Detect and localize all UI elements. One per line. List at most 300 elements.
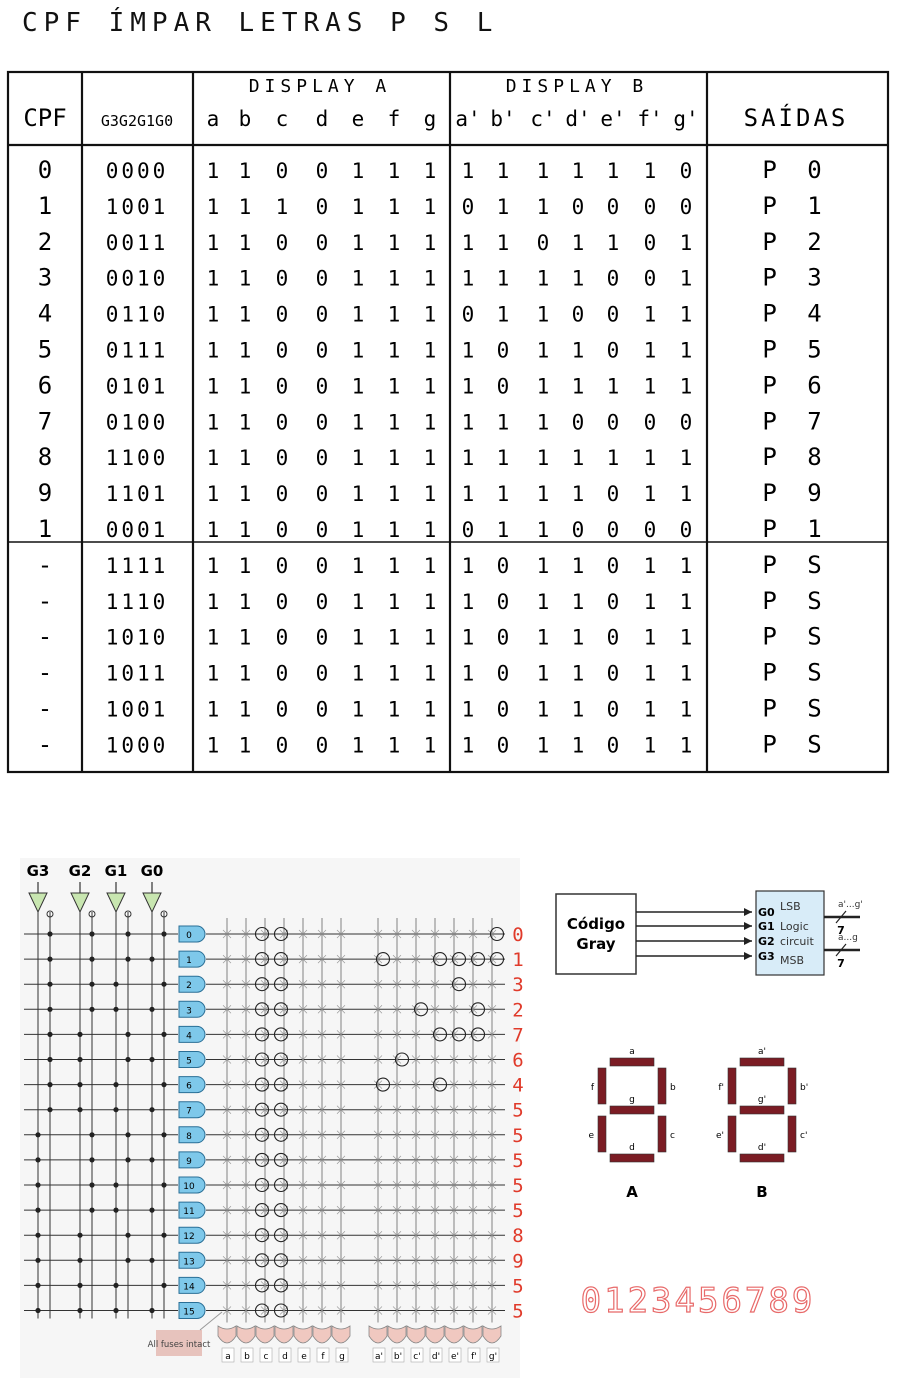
pin-note: circuit [780, 935, 814, 948]
decoded-digit: 5 [512, 1200, 524, 1223]
output-label: f [321, 1352, 325, 1362]
segment-cell: 1 [423, 446, 437, 471]
segment-cell: 1 [351, 697, 365, 722]
segment-cell: 1 [643, 159, 657, 183]
decoded-digit: 3 [512, 974, 524, 997]
fuse-note: All fuses intact [147, 1340, 211, 1350]
segment-cell: 1 [571, 733, 585, 758]
segment-cell: 1 [351, 374, 365, 399]
segment-cell: 1 [496, 482, 510, 507]
segment-cell: 1 [643, 625, 657, 650]
segment-cell: 1 [679, 374, 693, 399]
product-term-label: 7 [186, 1106, 192, 1117]
cpf-cell: - [37, 658, 53, 687]
segment-cell: 0 [606, 302, 620, 327]
segment-cell: 0 [315, 733, 329, 758]
gray-code-cell: 0011 [105, 230, 169, 255]
segment-cell: 0 [496, 661, 510, 686]
segment-cell: 1 [206, 697, 220, 722]
input-label-g3: G3 [26, 862, 50, 880]
segment-cell: 1 [387, 266, 401, 291]
bus-width: 7 [837, 924, 845, 937]
cpf-cell: 8 [37, 443, 53, 472]
column-header: g [423, 107, 437, 131]
output-cell: P 1 [762, 515, 830, 543]
segment-cell: 1 [606, 446, 620, 471]
segment-cell: 1 [461, 159, 475, 183]
input-label-g0: G0 [140, 862, 164, 880]
segment-cell: 1 [536, 625, 550, 650]
decoded-digit: 5 [512, 1275, 524, 1298]
segment-cell: 1 [387, 194, 401, 219]
segment-cell: 0 [643, 410, 657, 435]
segment-cell: 1 [351, 661, 365, 686]
segment-cell: 0 [496, 338, 510, 363]
gray-code-cell: 1010 [105, 625, 169, 650]
segment-cell: 1 [679, 661, 693, 686]
product-term-label: 3 [186, 1006, 192, 1017]
segment-cell: 1 [496, 159, 510, 183]
segment-cell: 0 [606, 697, 620, 722]
segment-cell: 1 [496, 410, 510, 435]
segment-cell: 1 [387, 518, 401, 542]
output-label: b' [393, 1352, 403, 1362]
output-label: d [282, 1352, 288, 1362]
segment-cell: 1 [461, 482, 475, 507]
segment-cell: 1 [536, 159, 550, 183]
segment-cell: 1 [423, 553, 437, 578]
product-term-label: 14 [183, 1282, 195, 1293]
segment-cell: 0 [643, 518, 657, 542]
segment-cell: 1 [423, 733, 437, 758]
segment-cell: 1 [387, 697, 401, 722]
cpf-cell: - [37, 730, 53, 759]
segment-cell: 1 [387, 553, 401, 578]
segment-cell: 1 [351, 266, 365, 291]
segment-cell: 0 [315, 230, 329, 255]
cpf-cell: 0 [37, 156, 53, 184]
segment-label: e' [715, 1131, 724, 1141]
segment-cell: 1 [423, 230, 437, 255]
segment-cell: 1 [206, 661, 220, 686]
segment-cell: 1 [536, 661, 550, 686]
segment-cell: 1 [643, 482, 657, 507]
segment-cell: 0 [315, 518, 329, 542]
segment-cell: 1 [571, 266, 585, 291]
segment-cell: 1 [571, 625, 585, 650]
segment-cell: 0 [679, 410, 693, 435]
segment-cell: 1 [206, 410, 220, 435]
segment-cell: 0 [679, 194, 693, 219]
segment-cell: 1 [206, 194, 220, 219]
segment-cell: 1 [679, 338, 693, 363]
cpf-cell: 7 [37, 407, 53, 436]
decoded-digit: 0 [512, 924, 524, 946]
segment-cell: 1 [238, 589, 252, 614]
segment-cell: 1 [351, 625, 365, 650]
segment-cell: 0 [315, 266, 329, 291]
gray-code-cell: 1101 [105, 482, 169, 507]
segment-label: e [588, 1131, 594, 1141]
segment-cell: 1 [351, 553, 365, 578]
gray-code-cell: 1001 [105, 194, 169, 219]
segment-cell: 1 [536, 446, 550, 471]
segment-cell: 1 [206, 302, 220, 327]
segment-label: f' [718, 1083, 724, 1093]
segment-cell: 1 [423, 410, 437, 435]
segment-cell: 1 [275, 194, 289, 219]
segment-cell: 0 [606, 733, 620, 758]
segment-cell: 1 [643, 446, 657, 471]
segment-cell: 0 [679, 518, 693, 542]
segment-cell: 1 [351, 302, 365, 327]
segment-cell: 1 [238, 159, 252, 183]
display-label: B [756, 1183, 768, 1201]
segment-cell: 0 [315, 625, 329, 650]
segment-cell: 1 [679, 230, 693, 255]
segment-cell: 0 [315, 302, 329, 327]
segment-cell: 1 [643, 338, 657, 363]
segment-cell: 1 [351, 338, 365, 363]
segment-cell: 1 [387, 302, 401, 327]
pin-note: LSB [780, 900, 801, 913]
segment-cell: 0 [571, 410, 585, 435]
segment-cell: 1 [461, 374, 475, 399]
segment-cell: 1 [351, 194, 365, 219]
segment-cell: 1 [351, 446, 365, 471]
segment-cell: 1 [571, 661, 585, 686]
decoded-digit: 7 [512, 1024, 524, 1047]
segment-cell: 0 [679, 159, 693, 183]
segment-cell: 1 [679, 697, 693, 722]
bus-width: 7 [837, 957, 845, 970]
segment-cell: 1 [423, 266, 437, 291]
segment-cell: 1 [461, 446, 475, 471]
output-cell: P 9 [762, 479, 830, 508]
segment-label: f [590, 1083, 594, 1093]
product-term-label: 5 [186, 1056, 192, 1067]
segment-cell: 1 [206, 625, 220, 650]
segment-cell: 0 [275, 625, 289, 650]
output-label: e [301, 1352, 307, 1362]
output-cell: P 8 [762, 443, 830, 472]
segment-cell: 1 [571, 697, 585, 722]
display-label: A [626, 1183, 638, 1201]
segment-cell: 1 [206, 230, 220, 255]
gray-code-cell: 0010 [105, 266, 169, 291]
column-header: a' [455, 107, 481, 131]
segment-cell: 1 [238, 194, 252, 219]
cpf-cell: 9 [37, 479, 53, 508]
output-cell: P 2 [762, 227, 830, 256]
segment-cell: 0 [536, 230, 550, 255]
segment-cell: 1 [536, 302, 550, 327]
column-header: d' [565, 107, 591, 131]
column-header: b' [490, 107, 516, 131]
segment-cell: 1 [461, 733, 475, 758]
column-header: c [275, 107, 289, 131]
segment-label: a [629, 1047, 635, 1057]
segment-cell: 1 [238, 338, 252, 363]
segment-label: a' [758, 1047, 766, 1057]
segment-cell: 0 [606, 482, 620, 507]
gray-code-cell: 0000 [105, 159, 169, 183]
segment-cell: 1 [387, 446, 401, 471]
segment-cell: 1 [206, 159, 220, 183]
segment-cell: 1 [387, 230, 401, 255]
segment-cell: 1 [423, 625, 437, 650]
output-label: g [339, 1352, 345, 1362]
segment-cell: 0 [606, 194, 620, 219]
segment-cell: 0 [461, 518, 475, 542]
segment-cell: 1 [206, 733, 220, 758]
output-cell: P S [762, 622, 830, 651]
input-label-g2: G2 [68, 862, 92, 880]
segment-cell: 1 [536, 553, 550, 578]
segment-cell: 0 [496, 697, 510, 722]
output-cell: P S [762, 586, 830, 615]
output-cell: P 6 [762, 371, 830, 400]
cpf-cell: 5 [37, 335, 53, 364]
segment-cell: 1 [423, 661, 437, 686]
output-cell: P 4 [762, 299, 830, 328]
cpf-cell: - [37, 622, 53, 651]
segment-cell: 1 [238, 518, 252, 542]
segment-cell: 0 [643, 230, 657, 255]
pin-note: Logic [780, 920, 809, 933]
segment-cell: 1 [571, 230, 585, 255]
segment-cell: 0 [606, 661, 620, 686]
segment-cell: 1 [461, 589, 475, 614]
decoded-digit: 6 [512, 1049, 524, 1072]
segment-cell: 1 [206, 589, 220, 614]
segment-cell: 0 [606, 518, 620, 542]
segment-cell: 1 [351, 482, 365, 507]
input-label-g1: G1 [104, 862, 128, 880]
segment-cell: 1 [461, 266, 475, 291]
column-header: b [238, 107, 252, 131]
segment-cell: 1 [206, 518, 220, 542]
segment-cell: 0 [315, 446, 329, 471]
display-group-header: DISPLAY B [505, 76, 649, 97]
segment-cell: 1 [206, 338, 220, 363]
segment-cell: 1 [536, 266, 550, 291]
segment-cell: 1 [496, 230, 510, 255]
segment-cell: 1 [461, 230, 475, 255]
segment-cell: 1 [423, 697, 437, 722]
segment-cell: 0 [496, 553, 510, 578]
segment-label: b' [800, 1083, 809, 1093]
output-cell: P 0 [762, 156, 830, 184]
segment-cell: 0 [275, 446, 289, 471]
cpf-cell: - [37, 550, 53, 579]
output-cell: P S [762, 730, 830, 759]
product-term-label: 11 [183, 1207, 195, 1218]
output-label: g' [488, 1352, 498, 1362]
segment-cell: 1 [496, 266, 510, 291]
gray-code-cell: 0001 [105, 518, 169, 542]
segment-cell: 0 [496, 733, 510, 758]
segment-cell: 0 [315, 553, 329, 578]
segment-cell: 0 [315, 589, 329, 614]
segment-cell: 1 [238, 446, 252, 471]
bus-label: a'...g' [838, 900, 863, 910]
segment-cell: 1 [536, 410, 550, 435]
output-label: b [244, 1352, 250, 1362]
product-term-label: 10 [183, 1182, 195, 1192]
decoded-digit: 4 [512, 1074, 524, 1097]
segment-cell: 1 [351, 589, 365, 614]
segment-cell: 0 [275, 518, 289, 542]
segment-cell: 0 [315, 697, 329, 722]
cpf-cell: 3 [37, 263, 53, 292]
segment-cell: 1 [643, 589, 657, 614]
product-term-label: 6 [186, 1081, 192, 1092]
segment-cell: 0 [275, 266, 289, 291]
gray-code-cell: 0111 [105, 338, 169, 363]
segment-cell: 1 [461, 553, 475, 578]
segment-cell: 1 [571, 482, 585, 507]
column-header: g' [673, 107, 699, 131]
segment-cell: 0 [275, 374, 289, 399]
segment-label: b [670, 1083, 676, 1093]
segment-cell: 1 [606, 159, 620, 183]
segment-cell: 0 [496, 374, 510, 399]
product-term-label: 1 [186, 956, 192, 967]
segment-cell: 1 [643, 733, 657, 758]
output-cell: P 3 [762, 263, 830, 292]
column-header: SAÍDAS [743, 104, 849, 132]
segment-cell: 1 [571, 446, 585, 471]
segment-cell: 1 [461, 625, 475, 650]
pin-note: MSB [780, 954, 805, 967]
segment-cell: 1 [571, 374, 585, 399]
segment-cell: 1 [536, 697, 550, 722]
segment-cell: 1 [536, 482, 550, 507]
segment-cell: 1 [679, 446, 693, 471]
segment-cell: 0 [643, 266, 657, 291]
segment-cell: 1 [606, 374, 620, 399]
segment-cell: 0 [461, 194, 475, 219]
product-term-label: 8 [186, 1131, 192, 1142]
gray-code-cell: 1000 [105, 733, 169, 758]
segment-cell: 1 [423, 589, 437, 614]
cpf-cell: 1 [37, 515, 53, 543]
segment-cell: 0 [275, 697, 289, 722]
segment-cell: 0 [496, 589, 510, 614]
column-header: d [315, 107, 329, 131]
decoded-digit: 9 [512, 1250, 524, 1273]
segment-label: d' [757, 1143, 767, 1153]
product-term-label: 2 [186, 981, 192, 992]
segment-cell: 1 [423, 482, 437, 507]
segment-cell: 1 [423, 374, 437, 399]
segment-cell: 0 [275, 410, 289, 435]
pin-label: G0 [758, 906, 775, 919]
column-header: e [351, 107, 365, 131]
gray-code-cell: 1011 [105, 661, 169, 686]
segment-cell: 1 [238, 302, 252, 327]
output-label: c' [413, 1352, 421, 1362]
segment-cell: 1 [679, 302, 693, 327]
segment-cell: 0 [275, 159, 289, 183]
decoded-digit: 5 [512, 1175, 524, 1197]
product-term-label: 15 [183, 1307, 195, 1318]
segment-cell: 1 [536, 338, 550, 363]
bus-label: a...g [838, 933, 858, 943]
segment-label: c' [800, 1131, 808, 1141]
segment-cell: 1 [679, 482, 693, 507]
segment-cell: 1 [679, 553, 693, 578]
decoded-digit: 2 [512, 999, 524, 1022]
segment-cell: 0 [606, 553, 620, 578]
segment-cell: 1 [496, 302, 510, 327]
product-term-label: 4 [186, 1031, 192, 1042]
segment-cell: 1 [423, 518, 437, 542]
segment-cell: 0 [606, 625, 620, 650]
cpf-cell: - [37, 586, 53, 615]
segment-cell: 1 [387, 625, 401, 650]
segment-cell: 1 [206, 374, 220, 399]
segment-cell: 1 [461, 338, 475, 363]
product-term-label: 9 [186, 1156, 192, 1167]
gray-code-cell: 0101 [105, 374, 169, 399]
segment-cell: 1 [238, 266, 252, 291]
segment-cell: 1 [351, 518, 365, 542]
segment-cell: 1 [206, 266, 220, 291]
gray-code-cell: 1111 [105, 553, 169, 578]
segment-cell: 0 [275, 482, 289, 507]
segment-cell: 1 [643, 697, 657, 722]
output-label: e' [450, 1352, 460, 1362]
gray-code-cell: 1001 [105, 697, 169, 722]
gray-code-label-2: Gray [576, 935, 616, 953]
segment-cell: 1 [643, 553, 657, 578]
decoded-digit: 5 [512, 1149, 524, 1172]
gray-code-cell: 1100 [105, 446, 169, 471]
segment-cell: 1 [536, 374, 550, 399]
segment-cell: 0 [606, 589, 620, 614]
segment-cell: 1 [461, 410, 475, 435]
segment-cell: 1 [423, 194, 437, 219]
segment-cell: 0 [571, 302, 585, 327]
segment-cell: 1 [536, 518, 550, 542]
output-label: c [263, 1352, 269, 1362]
display-group-header: DISPLAY A [248, 76, 392, 97]
segment-cell: 1 [238, 482, 252, 507]
page-title: CPF ÍMPAR LETRAS P S L [22, 8, 499, 38]
segment-cell: 1 [496, 446, 510, 471]
segment-cell: 1 [387, 410, 401, 435]
output-cell: P S [762, 658, 830, 687]
segment-cell: 0 [461, 302, 475, 327]
segment-cell: 1 [571, 589, 585, 614]
cpf-cell: 6 [37, 371, 53, 400]
segment-cell: 1 [643, 302, 657, 327]
output-cell: P S [762, 694, 830, 723]
segment-cell: 0 [571, 194, 585, 219]
segment-cell: 1 [238, 553, 252, 578]
gray-code-cell: 0110 [105, 302, 169, 327]
segment-cell: 0 [315, 374, 329, 399]
segment-cell: 1 [496, 518, 510, 542]
segment-cell: 0 [606, 410, 620, 435]
segment-cell: 0 [315, 338, 329, 363]
segment-cell: 1 [351, 159, 365, 183]
segment-cell: 1 [351, 410, 365, 435]
output-label: a' [375, 1352, 383, 1362]
segment-label: d [629, 1143, 635, 1153]
